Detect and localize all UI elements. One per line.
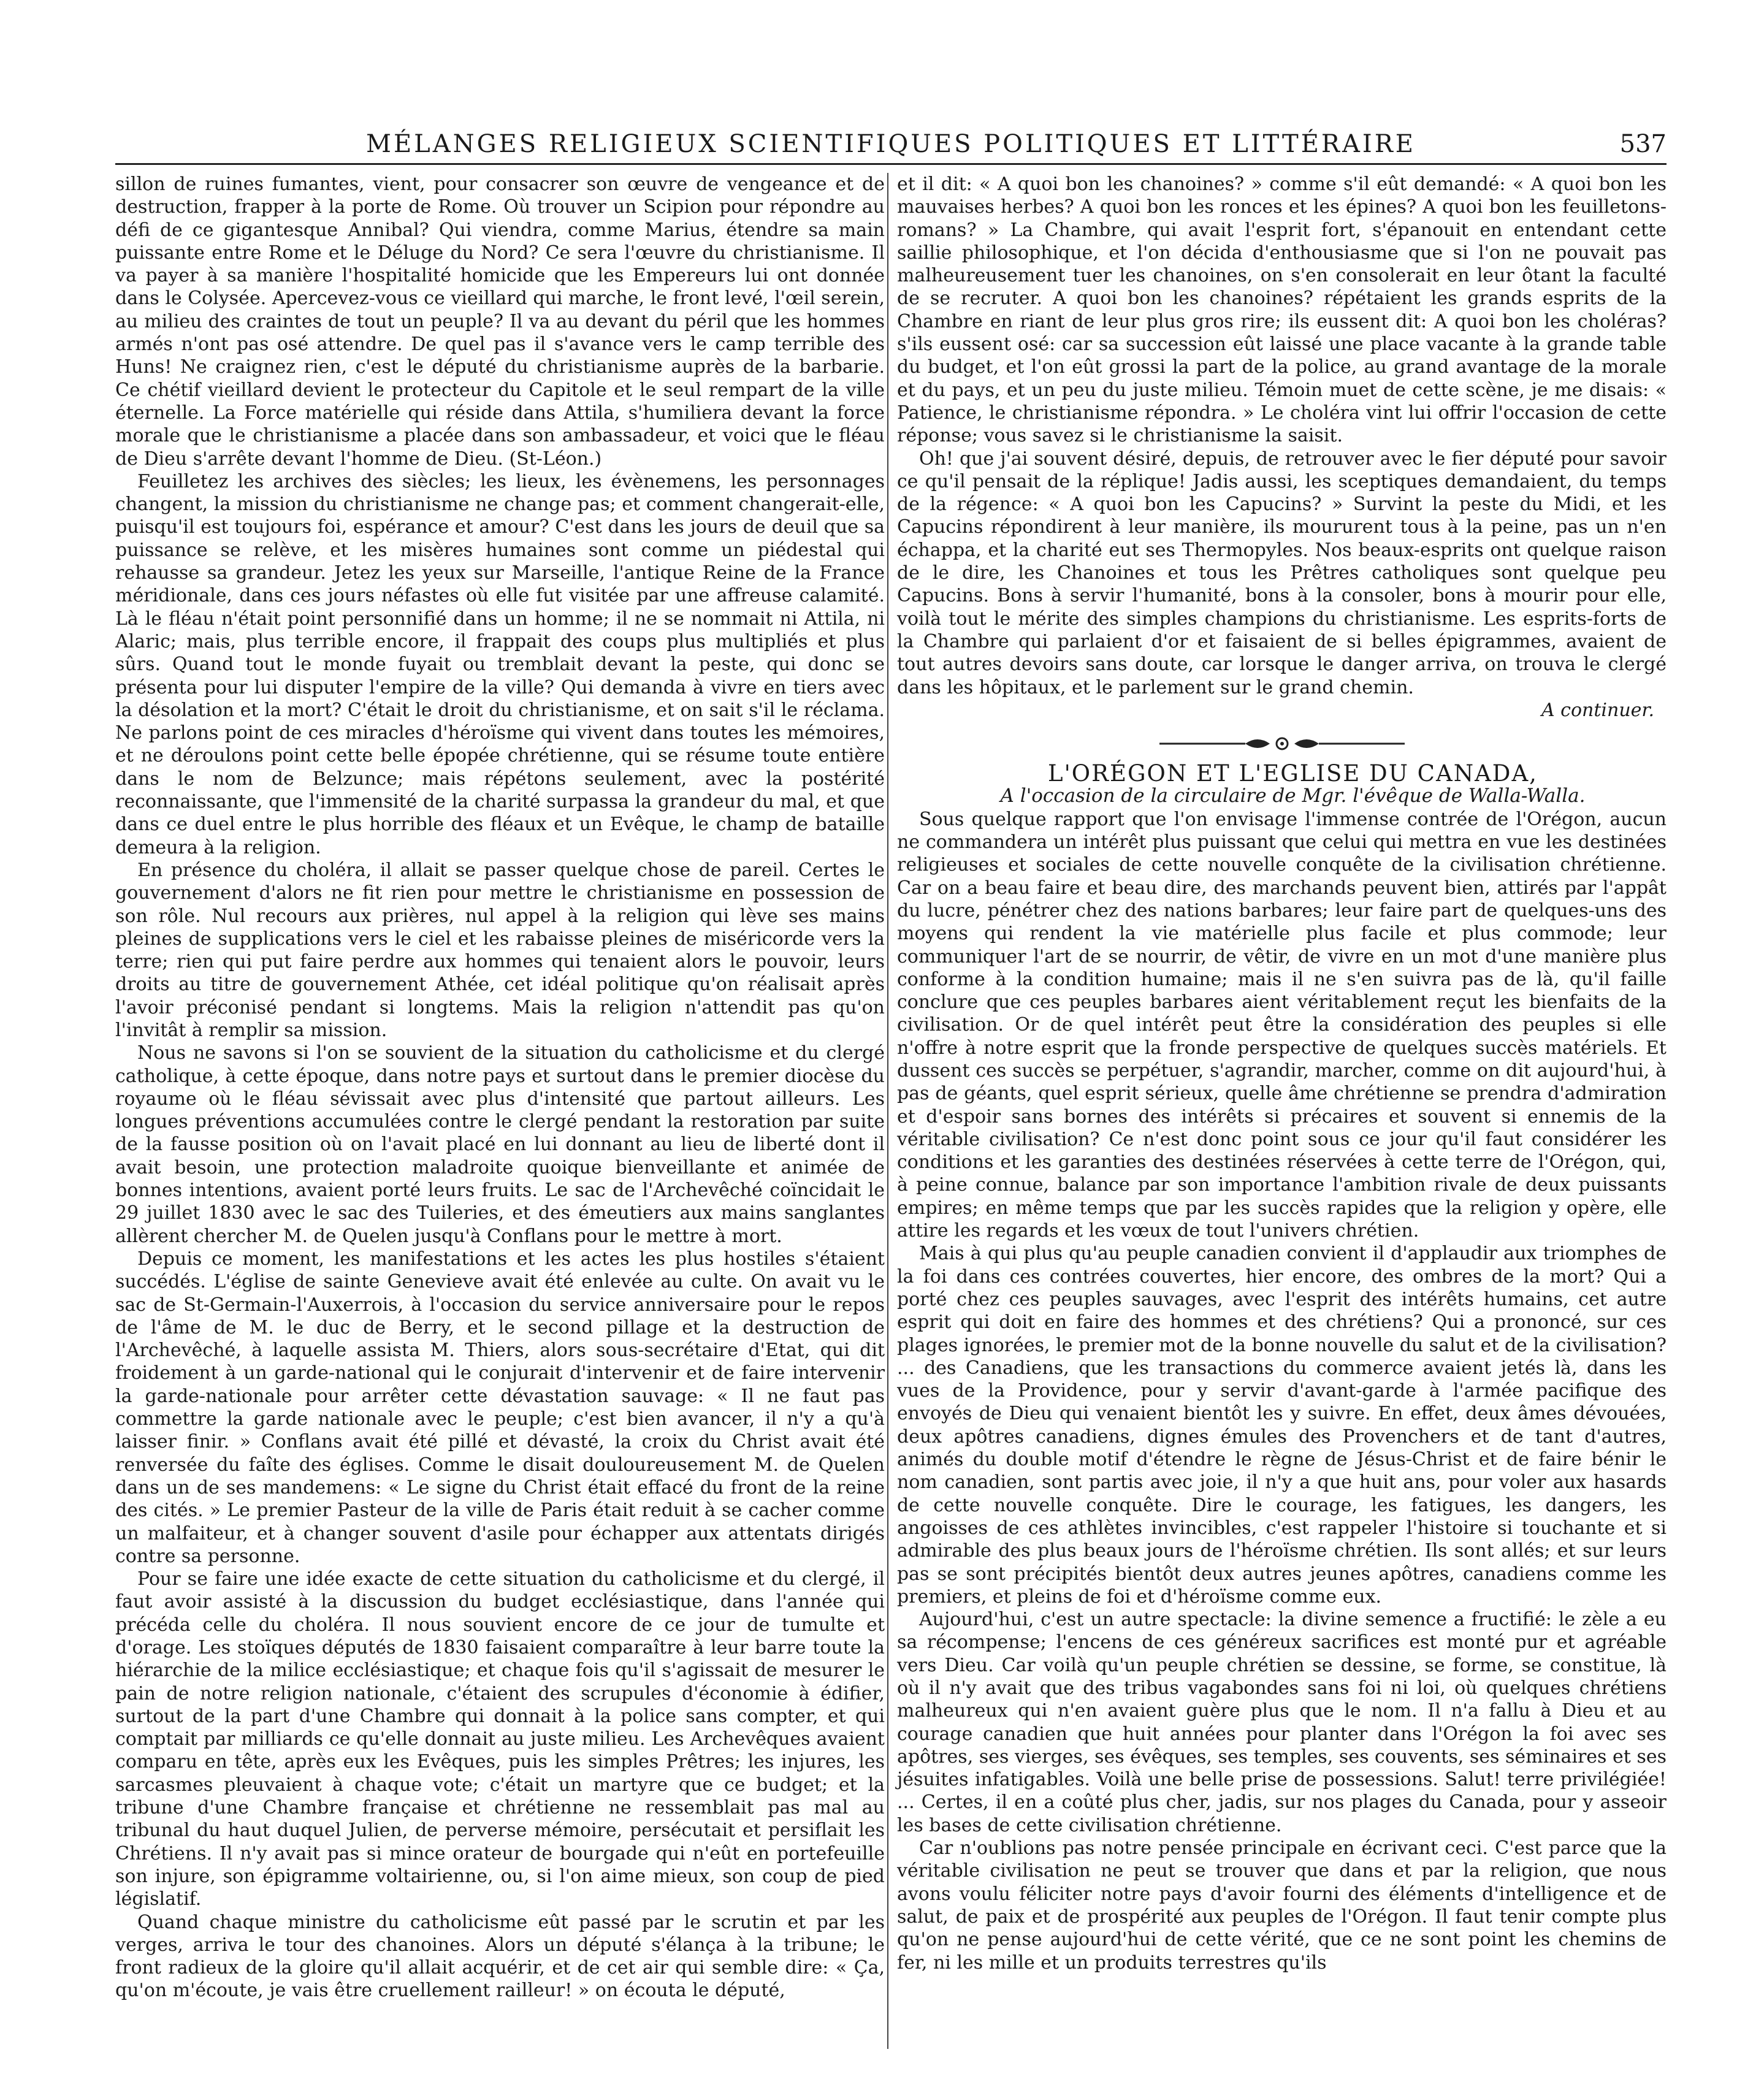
paragraph: et il dit: « A quoi bon les chanoines? » comme s'il eût demandé: « A quoi bon les mauvaises herbes? A quoi bon les ronces et les épines? A quoi bon les feuilletons-romans? » La Chambre, qui avait l'esprit fort, s'épanouit en entendant cette saillie philosophique, et l'on décida d'enthousiasme que si l'on ne pouvait pas malheureusement tuer les chanoines, on s'en consolerait en leur ôtant la faculté de se recruter. A quoi bon les chanoines? répétaient les grands esprits de la Chambre en riant de leur plus gros rire; ils eussent dit: A quoi bon les choléras? s'ils eussent osé: car sa succession eût laissé une place vacante à la grande table du budget, et l'on eût grossi la part de la police, au grand avantage de la morale et du pays, et un peu du juste milieu. Témoin muet de cette scène, je me disais: « Patience, le christianisme répondra. » Le choléra vint lui offrir l'occasion de cette réponse; vous savez si le christianisme la saisit. xyxy=(897,174,1667,447)
ornament-divider-icon xyxy=(1153,733,1411,755)
right-column xyxy=(897,173,1667,1974)
paragraph: Mais à qui plus qu'au peuple canadien convient il d'applaudir aux triomphes de la foi dans ces contrées couvertes, hier encore, des ombres de la mort? Qui a porté chez ces peuples sauvages, avec l'esprit des intérêts humains, cet autre esprit qui doit en faire des hommes et des chrétiens? Qui a prononcé, sur ces plages ignorées, le premier mot de la bonne nouvelle du salut et de la civilisation? ... des Canadiens, que les transactions du commerce avaient jetés là, dans les vues de la Providence, pour y servir d'avant-garde à l'armée pacifique des envoyés de Dieu qui venaient bientôt les y suivre. En effet, deux âmes dévouées, deux apôtres canadiens, dignes émules des Provenchers et de tant d'autres, animés du double motif d'étendre le règne de Jésus-Christ et de faire bénir le nom canadien, sont partis avec joie, il n'y a que huit ans, pour voler aux hasards de cette nouvelle conquête. Dire le courage, les fatigues, les dangers, les angoisses de ces athlètes invincibles, c'est rappeler l'histoire si touchante et si admirable des plus beaux jours de l'héroïsme chrétien. Ils sont allés; et sur leurs pas se sont précipités bientôt deux autres jeunes apôtres, canadiens comme les premiers, et pleins de foi et d'héroïsme comme eux. xyxy=(897,1243,1667,1608)
paragraph: Nous ne savons si l'on se souvient de la situation du catholicisme et du clergé catholique, à cette époque, dans notre pays et surtout dans le premier diocèse du royaume où le fléau sévissait avec plus d'intensité que partout ailleurs. Les longues préventions accumulées contre le clergé pendant la restoration par suite de la fausse position où on l'avait placé en lui donnant au lieu de liberté dont il avait besoin, une protection maladroite quoique bienveillante et animée de bonnes intentions, avaient porté leurs fruits. Le sac de l'Archevêché coïncidait le 29 juillet 1830 avec le sac des Tuileries, et des émeutiers aux mains sanglantes allèrent chercher M. de Quelen jusqu'à Conflans pour le mettre à mort. xyxy=(115,1042,885,1247)
section-subtitle: A l'occasion de la circulaire de Mgr. l'évêque de Walla-Walla. xyxy=(1000,785,1586,807)
section-title: L'ORÉGON ET L'EGLISE DU CANADA, xyxy=(1048,760,1538,787)
left-column xyxy=(115,173,885,2002)
page-header xyxy=(115,130,1667,167)
paragraph: Pour se faire une idée exacte de cette situation du catholicisme et du clergé, il faut avoir assisté à la discussion du budget ecclésiastique, dans l'année qui précéda celle du choléra. Il nous souvient encore de ce jour de tumulte et d'orage. Les stoïques députés de 1830 faisaient comparaître à leur barre toute la hiérarchie de la milice ecclésiastique; et chaque fois qu'il s'agissait de mesurer le pain de notre religion nationale, c'étaient des scrupules d'économie à édifier, surtout de la part d'une Chambre qui donnait à la police sans compter, et qui comptait par milliards ce qu'elle donnait au juste milieu. Les Archevêques avaient comparu en tête, après eux les Evêques, puis les simples Prêtres; les injures, les sarcasmes pleuvaient à chaque vote; c'était un martyre que ce budget; et la tribune d'une Chambre française et chrétienne ne ressemblait pas mal au tribunal du haut duquel Julien, de perverse mémoire, persécutait et persiflait les Chrétiens. Il n'y avait pas si mince orateur de bourgade qui n'eût en portefeuille son injure, son épigramme voltairienne, ou, si l'on aime mieux, son coup de pied législatif. xyxy=(115,1568,885,1910)
paragraph: Depuis ce moment, les manifestations et les actes les plus hostiles s'étaient succédés. L'église de sainte Genevieve avait été enlevée au culte. On avait vu le sac de St-Germain-l'Auxerrois, à l'occasion du service anniversaire pour le repos de l'âme de M. le duc de Berry, et le second pillage et la destruction de l'Archevêché, à laquelle assista M. Thiers, alors sous-secrétaire d'Etat, qui dit froidement à un garde-national qui le conjurait d'intervenir et de faire intervenir la garde-nationale pour arrêter cette dévastation sauvage: « Il ne faut pas commettre la garde nationale avec le peuple; c'est bien avancer, il n'y a qu'à laisser finir. » Conflans avait été pillé et dévasté, la croix du Christ avait été renversée du faîte des églises. Comme le disait douloureusement M. de Quelen dans un de ses mandemens: « Le signe du Christ était effacé du front de la reine des cités. » Le premier Pasteur de la ville de Paris était reduit à se cacher comme un malfaiteur, et à changer souvent d'asile pour échapper aux attentats dirigés contre sa personne. xyxy=(115,1248,885,1567)
running-title: MÉLANGES RELIGIEUX SCIENTIFIQUES POLITIQUES ET LITTÉRAIRE xyxy=(365,130,1416,158)
paragraph: Car n'oublions pas notre pensée principale en écrivant ceci. C'est parce que la véritable civilisation ne peut se trouver que dans et par la religion, que nous avons voulu féliciter notre pays d'avoir fourni des éléments d'intelligence et de salut, de paix et de prospérité aux peuples de l'Orégon. Il faut tenir compte plus qu'on ne pense aujourd'hui de cette vérité, que ce ne sont point les chemins de fer, ni les mille et un produits terrestres qu'ils xyxy=(897,1837,1667,1974)
paragraph: Quand chaque ministre du catholicisme eût passé par le scrutin et par les verges, arriva le tour des chanoines. Alors un député s'élança à la tribune; le front radieux de la gloire qu'il allait acquérir, et de cet air qui semble dire: « Ça, qu'on m'écoute, je vais être cruellement railleur! » on écouta le député, xyxy=(115,1911,885,2002)
paragraph: Feuilletez les archives des siècles; les lieux, les évènemens, les personnages changent, la mission du christianisme ne change pas; et comment changerait-elle, puisqu'il est toujours foi, espérance et amour? C'est dans les jours de deuil que sa puissance se relève, et les misères humaines sont comme un piédestal qui rehausse sa grandeur. Jetez les yeux sur Marseille, l'antique Reine de la France méridionale, dans ces jours néfastes où elle fut visitée par une affreuse calamité. Là le fléau n'était point personnifié dans un homme; il ne se nommait ni Attila, ni Alaric; mais, plus terrible encore, il frappait des coups plus multipliés et plus sûrs. Quand tout le monde fuyait ou tremblait devant la peste, qui donc se présenta pour lui disputer l'empire de la ville? Qui demanda à vivre en tiers avec la désolation et la mort? C'était le droit du christianisme, et on sait s'il le réclama. Ne parlons point de ces miracles d'héroïsme qui vivent dans toutes les mémoires, et ne déroulons point cette belle épopée chrétienne, qui se résume toute entière dans le nom de Belzunce; mais répétons seulement, avec la postérité reconnaissante, que l'immensité de la charité surpassa la grandeur du mal, et que dans ce duel entre le plus horrible des fléaux et un Evêque, le champ de bataille demeura à la religion. xyxy=(115,470,885,858)
paragraph: Sous quelque rapport que l'on envisage l'immense contrée de l'Orégon, aucun ne commandera un intérêt plus puissant que celui qui mettra en vue les destinées religieuses et sociales de cette nouvelle conquête de la civilisation chrétienne. Car on a beau faire et beau dire, des marchands peuvent bien, attirés par l'appât du lucre, pénétrer chez des nations barbares; leur faire part de quelques-uns des moyens qui rendent la vie matérielle plus facile et plus commode; leur communiquer l'art de se nourrir, de vêtir, de vivre en un mot d'une manière plus conforme à la condition humaine; mais il ne s'en suivra pas de là, qu'il faille conclure que ces peuples barbares aient véritablement reçut les bienfaits de la civilisation. Or de quel intérêt peut être la considération des peuples si elle n'offre à notre esprit que la fronde perspective de quelques succès matériels. Et dussent ces succès se perpétuer, s'agrandir, marcher, comme on dit aujourd'hui, à pas de géants, quel esprit sérieux, quelle âme chrétienne se prendra d'admiration et d'espoir sans bornes des intérêts si précaires et souvent si ennemis de la véritable civilisation? Ce n'est donc point sous ce jour qu'il faut considérer les conditions et les garanties des destinées réservées à cette terre de l'Orégon, qui, à peine connue, balance par son importance l'ambition rivale de deux puissants empires; en même temps que par les succès rapides que la religion y opère, elle attire les regards et les vœux de tout l'univers chrétien. xyxy=(897,808,1667,1242)
continued-note: A continuer. xyxy=(1541,699,1654,721)
paragraph: Aujourd'hui, c'est un autre spectacle: la divine semence a fructifié: le zèle a eu sa récompense; l'encens de ces généreux sacrifices est monté pur et agréable vers Dieu. Car voilà qu'un peuple chrétien se dessine, se forme, se constitue, là où il n'y avait que des tribus vagabondes sans foi ni loi, où quelques chrétiens malheureux qui n'en avaient guère plus que le nom. Il n'a fallu à Dieu et au courage canadien que huit années pour planter dans l'Orégon la foi avec ses apôtres, ses vierges, ses évêques, ses temples, ses couvents, ses séminaires et ses jésuites infatigables. Voilà une belle prise de possessions. Salut! terre privilégiée! ... Certes, il en a coûté plus cher, jadis, sur nos plages du Canada, pour y asseoir les bases de cette civilisation chrétienne. xyxy=(897,1609,1667,1836)
page-number: 537 xyxy=(1619,130,1667,158)
header-rule xyxy=(115,163,1667,165)
paragraph: sillon de ruines fumantes, vient, pour consacrer son œuvre de vengeance et de destruction, frapper à la porte de Rome. Où trouver un Scipion pour répondre au défi de ce gigantesque Annibal? Qui viendra, comme Marius, étendre sa main puissante entre Rome et le Déluge du Nord? Ce sera l'œuvre du christianisme. Il va payer à sa manière l'hospitalité homicide que les Empereurs lui ont donnée dans le Colysée. Apercevez-vous ce vieillard qui marche, le front levé, l'œil serein, au milieu des craintes de tout un peuple? Il va au devant du péril que les hommes armés n'ont pas osé attendre. De quel pas il s'avance vers le camp terrible des Huns! Ne craignez rien, c'est le député du christianisme auprès de la barbarie. Ce chétif vieillard devient le protecteur du Capitole et le seul rempart de la ville éternelle. La Force matérielle qui réside dans Attila, s'humiliera devant la force morale que le christianisme a placée dans son ambassadeur, et voici que le fléau de Dieu s'arrête devant l'homme de Dieu. (St-Léon.) xyxy=(115,174,885,470)
paragraph: En présence du choléra, il allait se passer quelque chose de pareil. Certes le gouvernement d'alors ne fit rien pour mettre le christianisme en possession de son rôle. Nul recours aux prières, nul appel à la religion qui lève ses mains pleines de supplications vers le ciel et les rabaisse pleines de miséricorde vers la terre; rien qui put faire perdre aux hommes qui tenaient alors le pouvoir, leurs droits au titre de gouvernement Athée, cet idéal politique qu'on réalisait après l'avoir préconisé pendant si longtems. Mais la religion n'attendit pas qu'on l'invitât à remplir sa mission. xyxy=(115,859,885,1041)
paragraph: Oh! que j'ai souvent désiré, depuis, de retrouver avec le fier député pour savoir ce qu'il pensait de la réplique! Jadis aussi, les sceptiques demandaient, du temps de la régence: « A quoi bon les Capucins? » Survint la peste du Midi, et les Capucins répondirent à leur manière, ils moururent tous à la peine, pas un n'en échappa, et la charité eut ses Thermopyles. Nos beaux-esprits ont quelque raison de le dire, les Chanoines et tous les Prêtres catholiques sont quelque peu Capucins. Bons à servir l'humanité, bons à la consoler, bons à mourir pour elle, voilà tout le mérite des simples champions du christianisme. Les esprits-forts de la Chambre qui parlaient d'or et faisaient de si belles épigrammes, avaient de tout autres devoirs sans doute, car lorsque le danger arriva, on trouva le clergé dans les hôpitaux, et le parlement sur le grand chemin. xyxy=(897,448,1667,698)
column-divider xyxy=(887,173,888,2049)
